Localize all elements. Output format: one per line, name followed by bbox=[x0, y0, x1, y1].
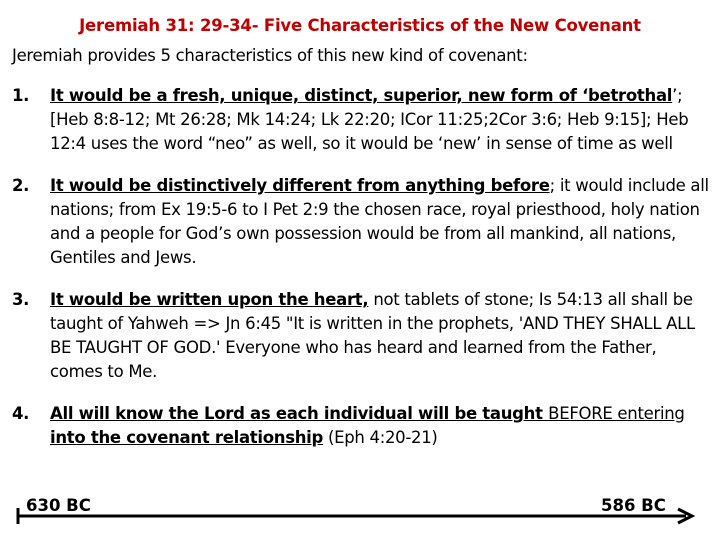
list-item-3 bbox=[12, 288, 712, 384]
timeline-start-label: 630 BC bbox=[26, 496, 91, 515]
item-text: not tablets of stone; Is 54:13 all shall be taught of Yahweh => Jn 6:45 "It is written in the prophets, 'AND THEY SHALL ALL BE TAUGHT OF GOD.' Everyone who has heard and learned from the Father, comes to Me. bbox=[50, 290, 695, 381]
item-lead-continued: into the covenant relationship bbox=[50, 428, 324, 447]
item-text: ; it would include all nations; from Ex 19:5-6 to I Pet 2:9 the chosen race, royal priesthood, holy nation and a people for God’s own possession would be from all mankind, all nations, Gentiles and Jews. bbox=[50, 176, 709, 267]
item-number: 3. bbox=[12, 290, 30, 309]
list-item-1 bbox=[12, 84, 712, 156]
list-item-4 bbox=[12, 402, 712, 450]
intro-text: Jeremiah provides 5 characteristics of this new kind of covenant: bbox=[12, 46, 528, 65]
item-text: ’; [Heb 8:8-12; Mt 26:28; Mk 14:24; Lk 22:20; ICor 11:25;2Cor 3:6; Heb 9:15]; Heb 12:4 uses the word “neo” as well, so it would be ‘new’ in sense of time as well bbox=[50, 86, 689, 153]
timeline-arrow bbox=[0, 490, 720, 540]
item-number: 2. bbox=[12, 176, 30, 195]
item-number: 1. bbox=[12, 86, 30, 105]
item-lead: All will know the Lord as each individual will be taught bbox=[50, 404, 549, 423]
item-text: (Eph 4:20-21) bbox=[323, 428, 438, 447]
timeline-end-label: 586 BC bbox=[601, 496, 666, 515]
item-emphasis: BEFORE entering bbox=[548, 404, 685, 423]
characteristics-list bbox=[12, 84, 712, 468]
item-lead: It would be written upon the heart, bbox=[50, 290, 369, 309]
list-item-2 bbox=[12, 174, 712, 270]
timeline bbox=[0, 490, 720, 540]
slide-title: Jeremiah 31: 29-34- Five Characteristics of the New Covenant bbox=[79, 16, 641, 35]
item-lead: It would be distinctively different from anything before bbox=[50, 176, 550, 195]
item-lead: It would be a fresh, unique, distinct, superior, new form of ‘betrothal bbox=[50, 86, 673, 105]
item-number: 4. bbox=[12, 404, 30, 423]
